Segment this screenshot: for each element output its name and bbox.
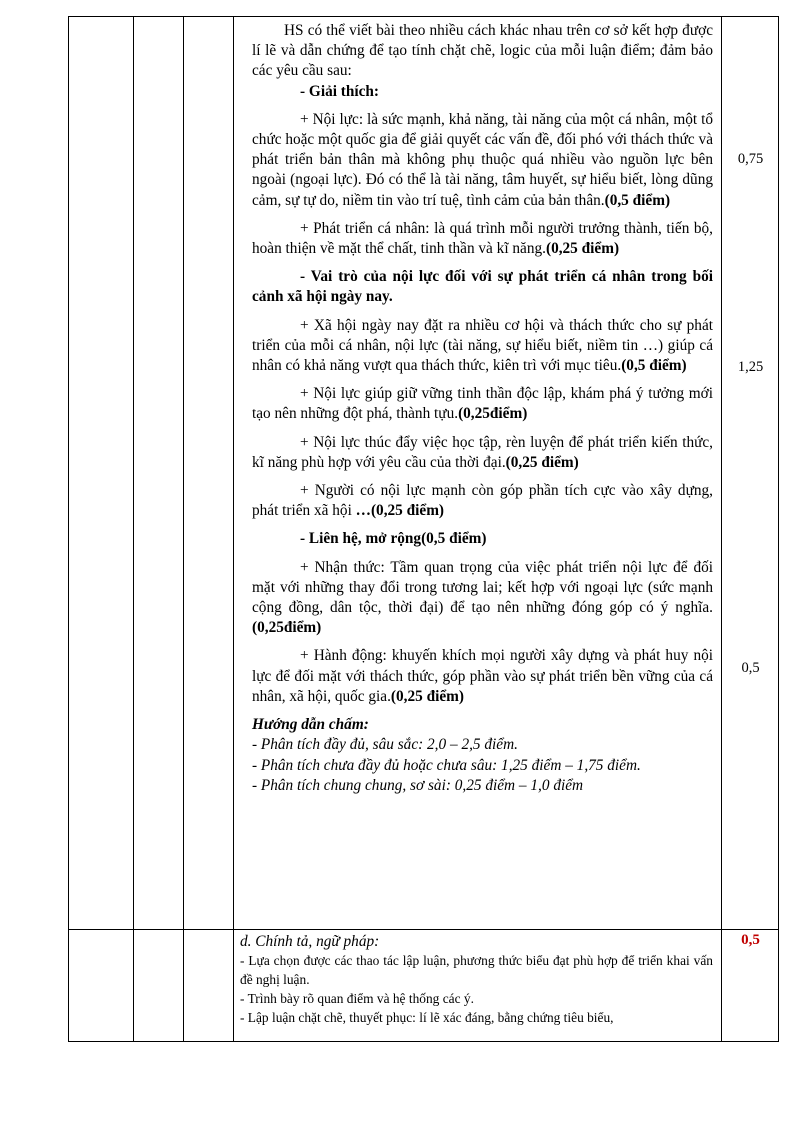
explain-point-1: + Nội lực: là sức mạnh, khả năng, tài năng của một cá nhân, một tổ chức hoặc một quốc gia để giải quyết các vấn đề, đối phó với thách thức và phát triển bản thân mà không phụ thuộc quá nhiều vào nguồn lực bên ngoài (ngoại lực). Đó có thể là tài năng, tâm huyết, sự hiểu biết, lòng dũng cảm, sự tự do, niềm tin vào trí tuệ, tình cảm của bản thân.(0,5 điểm) — [252, 110, 713, 209]
rubric-col-part — [69, 930, 134, 1042]
rubric-col-part — [69, 17, 134, 930]
explain-heading: - Giải thích: — [300, 82, 380, 100]
guide-item: - Phân tích đầy đủ, sâu sắc: 2,0 – 2,5 điểm. — [252, 736, 518, 754]
score-column — [722, 930, 779, 1042]
role-heading: - Vai trò của nội lực đối với sự phát triển cá nhân trong bối cảnh xã hội ngày nay. — [252, 268, 713, 306]
relate-point-2: + Hành động: khuyến khích mọi người xây dựng và phát huy nội lực để đối mặt với thách thức, góp phần vào sự phát triển bền vững của cá nhân, xã hội, quốc gia.(0,25 điểm) — [252, 647, 713, 705]
guide-item: - Phân tích chung chung, sơ sài: 0,25 điểm – 1,0 điểm — [252, 776, 584, 794]
spelling-cell — [234, 930, 722, 1042]
spelling-heading: d. Chính tả, ngữ pháp: — [240, 933, 380, 950]
rubric-col-question — [134, 17, 184, 930]
scoring-rubric-table — [68, 16, 779, 1042]
intro-paragraph: HS có thể viết bài theo nhiều cách khác nhau trên cơ sở kết hợp được lí lẽ và dẫn chứng để tạo tính chặt chẽ, logic của mỗi luận điểm; đảm bảo các yêu cầu sau: — [252, 22, 713, 80]
spelling-item: - Lập luận chặt chẽ, thuyết phục: lí lẽ xác đáng, bằng chứng tiêu biểu, — [240, 1009, 614, 1025]
score-spelling: 0,5 — [741, 932, 760, 948]
role-point-1: + Xã hội ngày nay đặt ra nhiều cơ hội và thách thức cho sự phát triển của mỗi cá nhân, nội lực (tài năng, sự hiểu biết, niềm tin …) giúp cá nhân có khả năng vượt qua thách thức, kiên trì với mục tiêu.(0,5 điểm) — [252, 316, 713, 375]
spelling-item: - Trình bày rõ quan điểm và hệ thống các ý. — [240, 990, 474, 1006]
rubric-content-cell — [234, 17, 722, 930]
role-point-2: + Nội lực giúp giữ vững tinh thần độc lập, khám phá ý tưởng mới tạo nên những đột phá, thành tựu.(0,25điểm) — [252, 385, 713, 423]
explain-point-2: + Phát triển cá nhân: là quá trình mỗi người trưởng thành, tiến bộ, hoàn thiện về mặt thể chất, tinh thần và kĩ năng.(0,25 điểm) — [252, 219, 713, 258]
relate-heading: - Liên hệ, mở rộng(0,5 điểm) — [300, 530, 487, 548]
relate-point-1: + Nhận thức: Tầm quan trọng của việc phát triển nội lực để đối mặt với những thay đổi trong tương lai; kết hợp với ngoại lực (sức mạnh cộng đồng, dân tộc, thời đại) để tạo nên những đóng góp có ý nghĩa.(0,25điểm) — [252, 558, 713, 637]
spelling-item: - Lựa chọn được các thao tác lập luận, phương thức biểu đạt phù hợp để triển khai vấn đề nghị luận. — [240, 953, 713, 987]
score-relate: 0,5 — [741, 660, 760, 676]
rubric-col-item — [184, 930, 234, 1042]
role-point-3: + Nội lực thúc đẩy việc học tập, rèn luyện để phát triển kiến thức, kĩ năng phù hợp với yêu cầu của thời đại.(0,25 điểm) — [252, 433, 713, 471]
rubric-col-item — [184, 17, 234, 930]
rubric-col-question — [134, 930, 184, 1042]
score-explain: 0,75 — [737, 151, 764, 167]
guide-heading: Hướng dẫn chấm: — [252, 716, 369, 734]
score-column — [722, 17, 779, 930]
guide-item: - Phân tích chưa đầy đủ hoặc chưa sâu: 1,25 điểm – 1,75 điểm. — [252, 756, 641, 774]
role-point-4: + Người có nội lực mạnh còn góp phần tích cực vào xây dựng, phát triển xã hội …(0,25 điểm) — [252, 482, 713, 520]
score-role: 1,25 — [737, 359, 764, 375]
